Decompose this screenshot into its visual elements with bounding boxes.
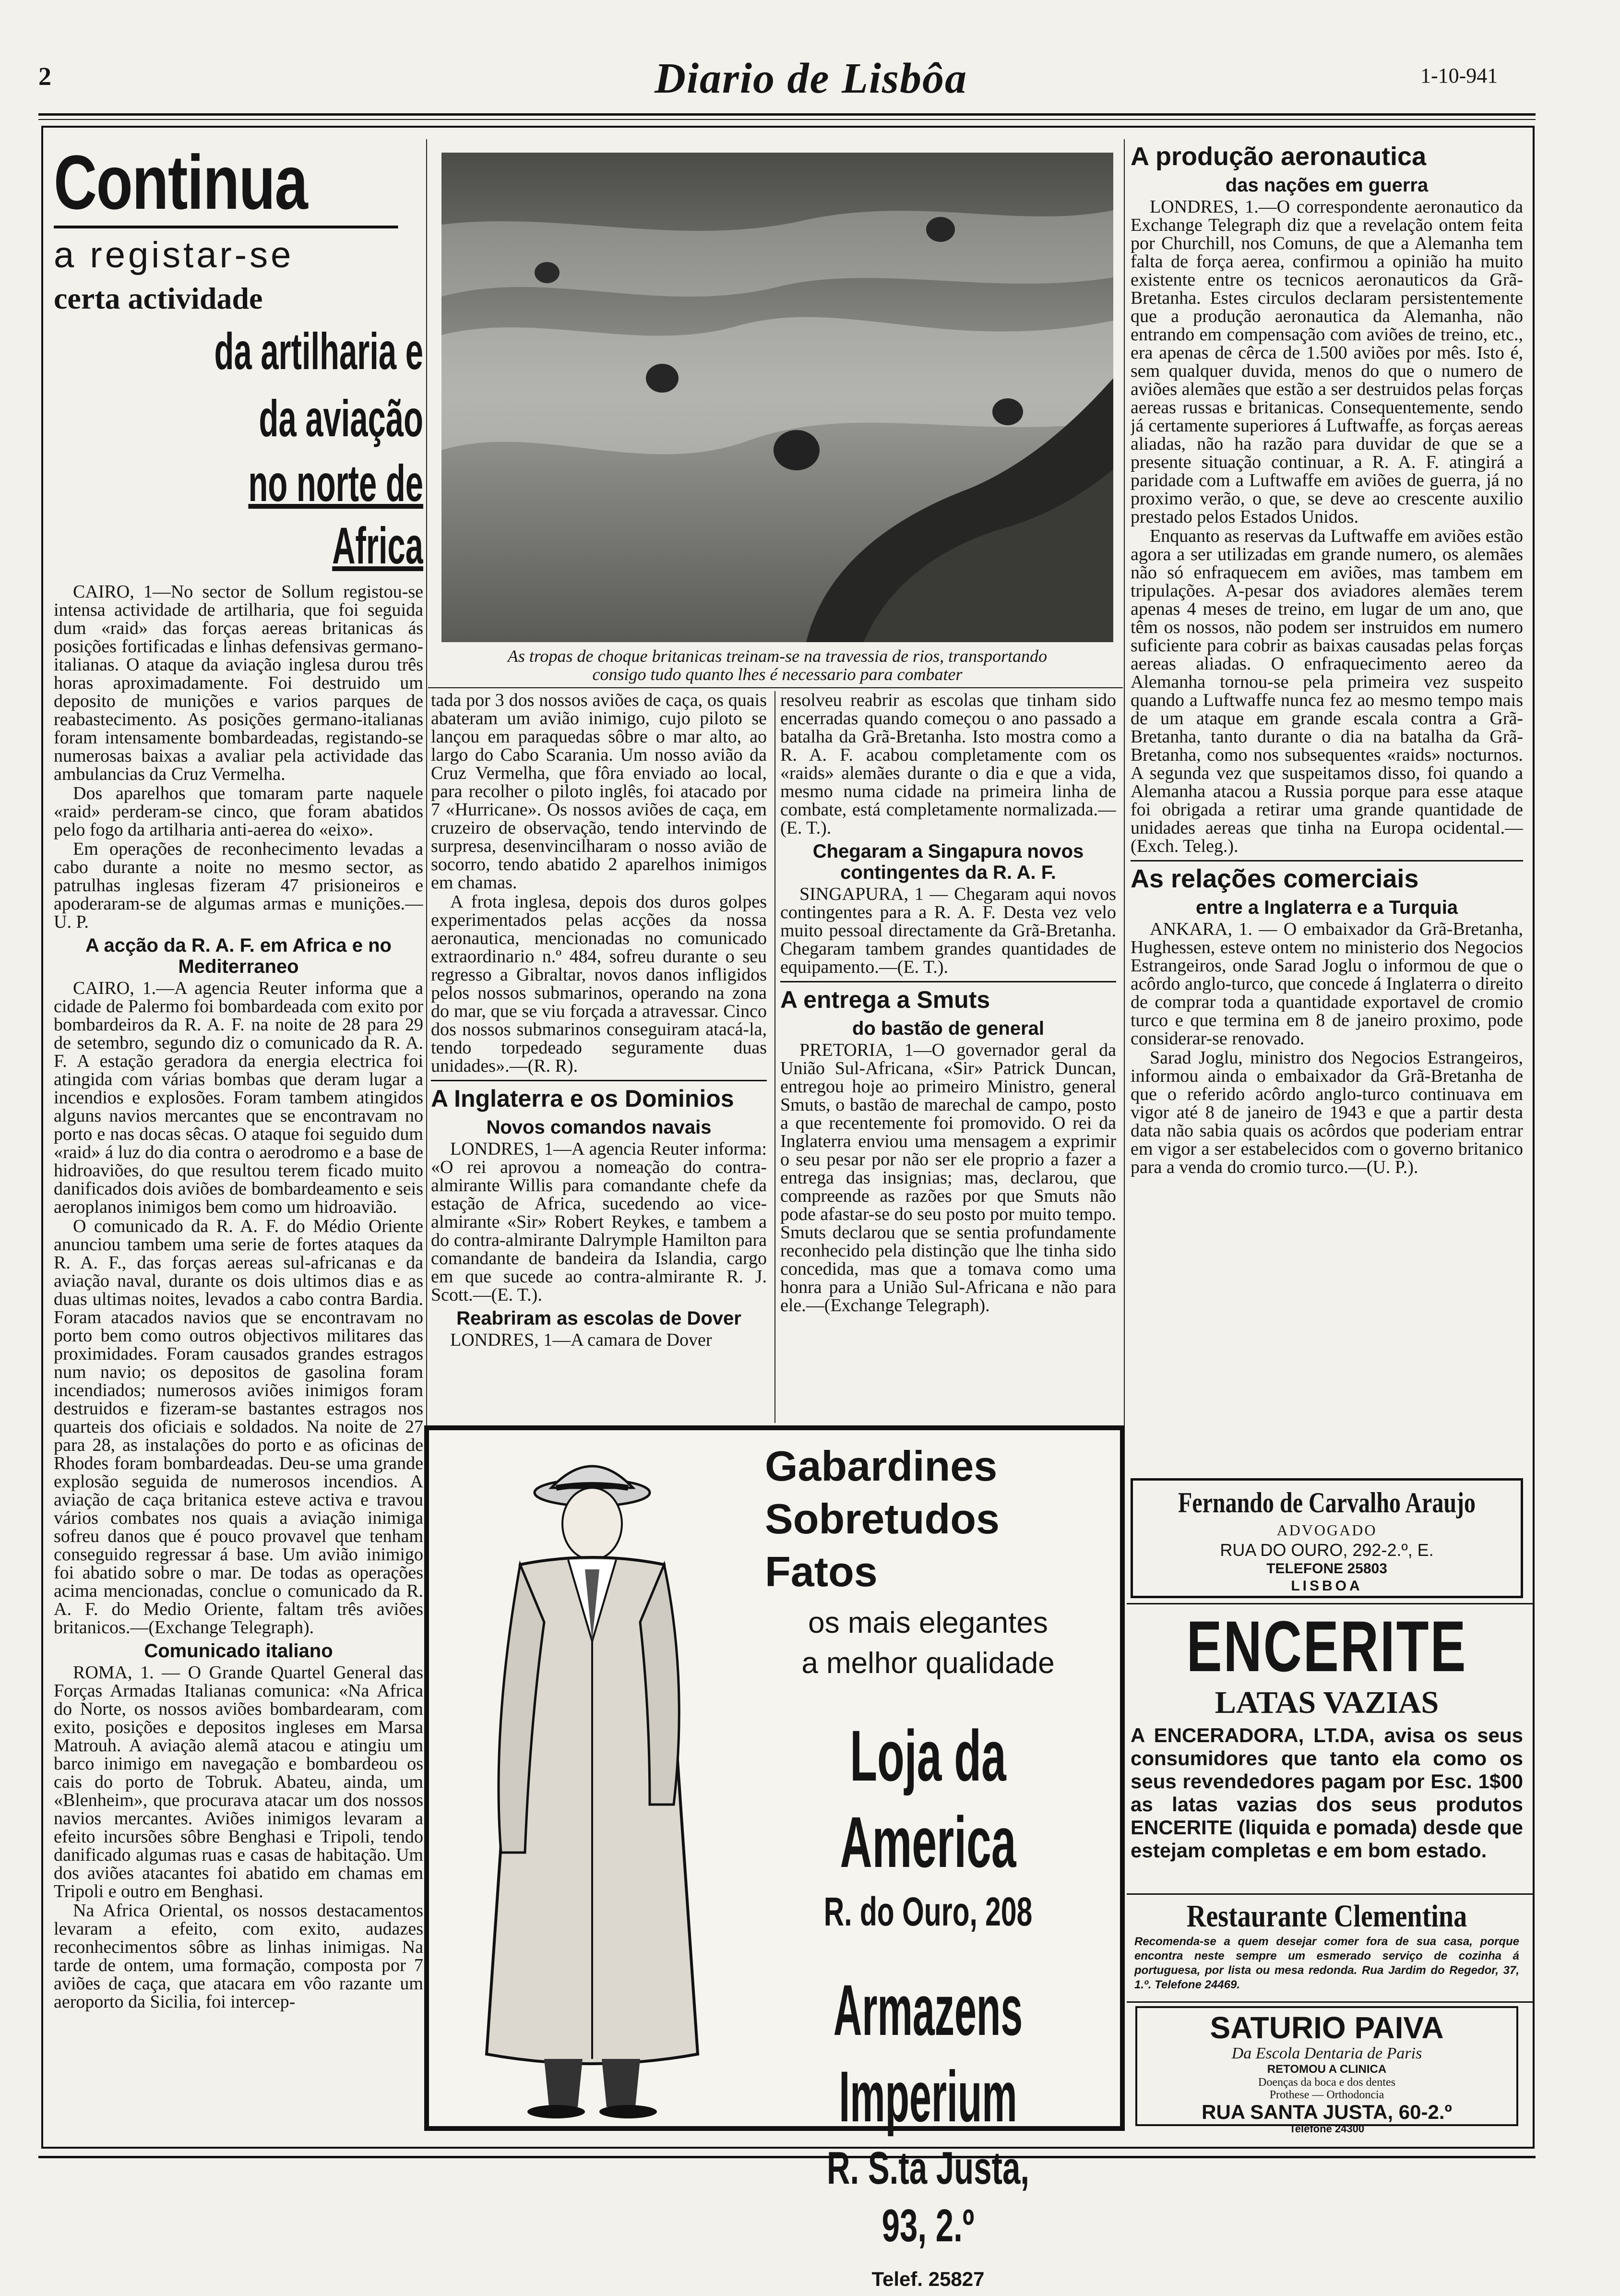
lawyer-address: RUA DO OURO, 292-2.º, E. — [1220, 1540, 1434, 1560]
ad-store-imperium-address: R. S.ta Justa, 93, 2.º — [826, 2142, 1029, 2251]
dentist-address: RUA SANTA JUSTA, 60-2.º — [1202, 2101, 1452, 2123]
ad-restaurant — [1131, 1898, 1523, 1999]
section-title-relacoes: As relações comerciais — [1131, 864, 1419, 893]
dentist-status: RETOMOU A CLINICA — [1267, 2063, 1387, 2076]
subhead-italiano: Comunicado italiano — [144, 1640, 333, 1662]
smuts-body — [780, 1041, 1116, 1315]
dentist-phone: Telefone 24300 — [1289, 2123, 1365, 2135]
subhead-comandos: Novos comandos navais — [486, 1117, 712, 1138]
section-title-producao: A produção aeronautica — [1131, 142, 1427, 171]
italiano-paragraph: ROMA, 1. — O Grande Quartel General das Forças Armadas Italianas comunica: «Na Africa do Norte, os nossos aviões bombardearam, com exito, posições e depositos ingleses em Marsa Matrouh. A aviação alemã atacou e atingiu um barco inimigo em navegação e bombardeou os cais do porto de Tobruk. Abateu, ainda, um «Blenheim», que procurava atacar um dos nossos navios mercantes. Aviões inimigos levaram a efeito incursões sôbre Benghasi e Tripoli, tendo danificado algumas ruas e casas de habitação. Um dos aviões atacantes foi abatido em chamas em Tripoli e outro em Benghasi. — [54, 1662, 423, 1901]
lawyer-role: ADVOGADO — [1276, 1521, 1377, 1539]
masthead-date: 1-10-941 — [1420, 64, 1498, 87]
encerite-tagline: LATAS VAZIAS — [1215, 1685, 1439, 1720]
lawyer-name: Fernando de Carvalho Araujo — [1178, 1487, 1476, 1519]
ad-dentist — [1135, 2006, 1518, 2135]
producao-body — [1131, 198, 1523, 855]
relacoes-paragraph: Sarad Joglu, ministro dos Negocios Estrangeiros, informou ainda o embaixador da Grã-Bretanha de que o referido acôrdo anglo-turco continuava em vigor até 8 de janeiro de 1943 e que a partir desta data não sabia quais os acôrdos que poderiam entrar em vigor a ser estabelecidos com o governo britanico para a venda do cromio turco.—(U. P.). — [1131, 1048, 1523, 1177]
section-rule — [431, 1080, 767, 1081]
singapura-body — [780, 885, 1116, 976]
middle-column-1 — [431, 691, 767, 1423]
ad-store-imperium: Armazens Imperium — [833, 1970, 1023, 2137]
ad-rule — [1127, 1603, 1535, 1604]
masthead-rule — [38, 113, 1536, 116]
dover-body — [431, 1331, 767, 1349]
subhead-nacoes: das nações em guerra — [1225, 175, 1429, 196]
lead-deck-1: a registar-se — [54, 235, 294, 275]
middle-column-2 — [780, 691, 1116, 1423]
lead-article — [54, 139, 423, 2131]
subhead-raf: A acção da R. A. F. em Africa e no Mediterraneo — [85, 935, 392, 977]
raf-paragraph: O comunicado da R. A. F. do Médio Oriente anunciou tambem uma serie de fortes ataques da R. A. F., das forças aereas sul-africanas e da aviação naval, durante os dois ultimos dias e as duas ultimas noites, levados a cabo contra Bardia. Foram atacados navios que se encontravam no porto bem como outros objectivos militares das proximidades. Foram causados grandes estragos num navio; os depositos de gasolina foram incendiados; numerosos aviões inimigos foram destruidos e fizeram-se bastantes estragos nos quarteis dos oficiais e soldados. Na noite de 27 para 28, as instalações do porto e as oficinas de Rhodes foram bombardeadas. Deu-se uma grande explosão seguida de numerosos incendios. A aviação de caça britanica esteve activa e travou vários combates nos quais a aviação inimiga sofreu danos que é pouco provavel que tenham conseguido regressar á base. Um avião inimigo foi abatido sobre o mar. De todas as operações acima mencionadas, conclue o comunicado da R. A. F. do Medio Oriente, faltam três aviões britanicos.—(Exchange Telegraph). — [54, 1216, 423, 1638]
subhead-turquia: entre a Inglaterra e a Turquia — [1195, 897, 1458, 918]
section-rule — [780, 981, 1116, 982]
article-paragraph: tada por 3 dos nossos aviões de caça, os quais abateram um avião inimigo, cujo piloto se lançou em paraquedas sôbre o mar alto, ao largo do Cabo Scarania. Um nosso avião da Cruz Vermelha, que fôra enviado ao local, para recolher o piloto inglês, foi atacado por 7 «Hurricane». Os nossos aviões de caça, em cruzeiro de observação, tendo intervindo de surpresa, desenvincilharam o nosso avião de socorro, tendo abatido 2 aparelhos inimigos em chamas. — [431, 691, 767, 893]
dentist-specialty-2: Prothese — Orthodoncia — [1269, 2089, 1384, 2101]
river-crossing-photo — [441, 153, 1113, 642]
lead-body — [54, 583, 423, 931]
column-rule — [774, 691, 775, 1423]
encerite-text: A ENCERADORA, LT.DA, avisa os seus consumidores que tanto ela como os seus revendedores pagam por Esc. 1$00 as latas vazias dos seus produtos ENCERITE (liquida e pomada) desde que estejam completas e em bom estado. — [1131, 1724, 1523, 1862]
ad-line-qualidade: a melhor qualidade — [801, 1647, 1055, 1680]
ad-lawyer — [1131, 1478, 1523, 1598]
section-title-smuts: A entrega a Smuts — [780, 986, 990, 1013]
lead-deck-2: certa actividade — [54, 281, 263, 315]
dentist-specialty-1: Doenças da boca e dos dentes — [1258, 2076, 1395, 2089]
bottom-rule — [38, 2156, 1536, 2158]
ad-line-elegantes: os mais elegantes — [808, 1606, 1048, 1639]
italiano-body — [54, 1663, 423, 2011]
ad-line-fatos: Fatos — [765, 1548, 878, 1595]
ad-line-sobretudos: Sobretudos — [765, 1495, 1000, 1543]
subhead-singapura: Chegaram a Singapura novos contingentes da R. A. F. — [812, 841, 1084, 883]
restaurant-name: Restaurante Clementina — [1186, 1899, 1467, 1934]
ad-encerite — [1131, 1608, 1523, 1896]
continued-article — [431, 691, 767, 1075]
dover-paragraph: LONDRES, 1—A camara de Dover — [450, 1330, 712, 1350]
right-column — [1131, 139, 1523, 1512]
masthead-rule-thin — [38, 119, 1536, 120]
ad-line-gabardines: Gabardines — [765, 1442, 998, 1490]
lead-paragraph: CAIRO, 1—No sector de Sollum registou-se intensa actividade de artilharia, que foi seguida dum «raid» das forças aereas britanicas ás posições fortificadas e linhas defensivas germano-italianas. O ataque da aviação inglesa durou três horas aproximadamente. Foi destruido um deposito de munições e varios parques de reabastecimento. As posições germano-italianas foram intensamente bombardeadas, registando-se numerosas baixas a avaliar pela actividade das ambulancias da Cruz Vermelha. — [54, 582, 423, 784]
comandos-body — [431, 1140, 767, 1304]
ad-clothing — [424, 1425, 1125, 2290]
comandos-paragraph: LONDRES, 1—A agencia Reuter informa: «O rei aprovou a nomeação do contra-almirante Willis para comandante chefe da estação de Africa, sucedendo ao vice-almirante «Sir» Robert Reykes, e tambem a do contra-almirante Dalrymple Hamilton para comandante de bandeira da Islandia, cargo em que sucede ao contra-almirante R. J. Scott.—(E. T.). — [431, 1139, 767, 1305]
masthead-title: Diario de Lisbôa — [655, 55, 967, 102]
news-photo — [441, 153, 1113, 642]
section-title-dominios: A Inglaterra e os Dominios — [431, 1085, 734, 1112]
lawyer-phone: TELEFONE 25803 — [1266, 1561, 1387, 1577]
subhead-dover: Reabriram as escolas de Dover — [456, 1308, 741, 1329]
photo-caption-line2: consigo tudo quanto lhes é necessario para combater — [592, 665, 963, 684]
man-in-overcoat-illustration — [448, 1440, 736, 2121]
lead-paragraph: Em operações de reconhecimento levadas a cabo durante a noite no mesmo sector, as patrulhas inglesas fizeram 47 prisioneiros e apoderaram-se de algumas armas e munições.—U. P. — [54, 839, 423, 932]
ad-rule — [1127, 1893, 1535, 1895]
italiano-paragraph: Na Africa Oriental, os nossos destacamentos levaram a efeito, com exito, audazes reconhecimentos sôbre as linhas inimigas. Na tarde de ontem, uma formação, composta por 7 aviões de caça, que atacara em vôo razante um aeroporto da Sicilia, foi intercep- — [54, 1901, 423, 2012]
dover-paragraph-cont: resolveu reabrir as escolas que tinham sido encerradas quando começou o ano passado a batalha da Grã-Bretanha. Isto mostra como a R. A. F. acabou completamente com os «raids» alemães durante o dia e que a vida, mesmo numa cidade na primeira linha de combate, está completamente normalizada.—(E. T.). — [780, 691, 1116, 838]
article-paragraph: A frota inglesa, depois dos duros golpes experimentados pelas acções da nossa aeronautica, mencionadas no comunicado extraordinario n.º 484, sofreu durante o seu regresso a Gibraltar, novos danos infligidos pelos nossos submarinos, operando na zona do mar, que se viu forçada a atravessar. Cinco dos nossos submarinos conseguiram atacá-la, tendo torpedeado seguramente duas unidades».—(R. R). — [431, 892, 767, 1076]
ad-store-loja-america: Loja da America — [840, 1715, 1016, 1882]
caption-rule — [428, 687, 1123, 688]
relacoes-body — [1131, 920, 1523, 1176]
raf-body — [54, 979, 423, 1637]
ad-clothing-text — [746, 1440, 1110, 2296]
photo-caption-line1: As tropas de choque britanicas treinam-se na travessia de rios, transportando — [507, 646, 1048, 666]
subhead-bastao: do bastão de general — [852, 1018, 1045, 1039]
ad-store-loja-address: R. do Ouro, 208 — [823, 1889, 1033, 1934]
dover-continued — [780, 691, 1116, 837]
lead-paragraph: Dos aparelhos que tomaram parte naquele «raid» perderam-se cinco, que foram abatidos pelo fogo da artilharia anti-aerea do «eixo». — [54, 783, 423, 840]
lead-deck-4: no norte de Africa — [248, 454, 423, 574]
photo-caption — [432, 647, 1123, 683]
page-number: 2 — [38, 62, 51, 91]
producao-paragraph: LONDRES, 1.—O correspondente aeronautico da Exchange Telegraph diz que a revelação ontem feita por Churchill, nos Comuns, de que a Alemanha tem falta de força aerea, confirmou a opinião ha muito existente entre os tecnicos aeronauticos da Grã-Bretanha. Estes circulos declaram persistentemente que a produção aeronautica da Alemanha, não entrando em compensação com aviões de treino, etc., era apenas de cêrca de 1.500 aviões por mês. Isto é, sem qualquer duvida, menos do que o numero de aviões alemães que estão a ser destruidos pelas forças aereas russas e britanicas. Consequentemente, sendo já certamente superiores á Luftwaffe, as forças aereas aliadas, não ha razão para duvidar de que se a presente situação continuar, a R. A. F. atingirá a paridade com a Luftwaffe em aviões de guerra, já no proximo verão, o que, se deve ao crescente auxilio prestado pelos Estados Unidos. — [1131, 197, 1523, 527]
lawyer-city: LISBOA — [1291, 1578, 1363, 1594]
encerite-brand: ENCERITE — [1186, 1608, 1467, 1686]
smuts-paragraph: PRETORIA, 1—O governador geral da União Sul-Africana, «Sir» Patrick Duncan, entregou hoje ao primeiro Ministro, general Smuts, o bastão de marechal de campo, posto a que recentemente foi promovido. O rei da Inglaterra enviou uma mensagem a exprimir o seu pesar por não ser ele proprio a fazer a entrega das insignias; mas, declarou, que compreende as razões por que Smuts não pode afastar-se do seu posto por muito tempo. Smuts declarou que se sentia profundamente reconhecido pela distinção que lhe tinha sido concedida, mas que a tomava como uma honra para a União Sul-Africana e não para ele.—(Exchange Telegraph). — [780, 1040, 1116, 1315]
lead-headline: Continua — [54, 139, 398, 228]
producao-paragraph: Enquanto as reservas da Luftwaffe em aviões estão agora a ser utilizadas em grande numero, os alemães não só enfraquecem em aviões, mas tambem em tripulações. A-pesar dos aviadores alemães terem apenas 4 meses de treino, em lugar de um ano, que têm os nossos, não podem ser instruidos em numero suficiente para cobrir as baixas causadas pelas forças aereas aliadas. O enfraquecimento aereo da Alemanha tornou-se pela primeira vez suspeito quando a Luftwaffe nunca fez ao mesmo tempo mais de um ataque em grande escala contra a Grã-Bretanha, tanto durante o dia na batalha da Grã-Bretanha, como nos subsequentes «raids» nocturnos. A segunda vez que suspeitamos disso, foi quando a Alemanha atacou a Russia porque para esse ataque foi obrigada a retirar uma grande quantidade de unidades aereas que tinha na Europa ocidental.—(Exch. Teleg.). — [1131, 526, 1523, 856]
lead-deck-3: da artilharia e da aviação — [214, 322, 423, 447]
raf-paragraph: CAIRO, 1.—A agencia Reuter informa que a cidade de Palermo foi bombardeada com exito por bombardeiros da R. A. F. na noite de 28 para 29 de setembro, segundo diz o comunicado da R. A. F. A estação geradora da energia electrica foi atingida com várias bombas que deram lugar a incendios e explosões. Foram tambem atingidos alguns navios mercantes que se encontravam no porto e nas docas sêcas. O ataque foi seguido dum «raid» á luz do dia contra o aerodromo e a base de hidroaviões, do que resultou terem ficado muito danificados dois aviões de bombardeamento e seis aeroplanos inimigos bem como um hidroavião. — [54, 978, 423, 1217]
dentist-school: Da Escola Dentaria de Paris — [1231, 2045, 1422, 2062]
singapura-paragraph: SINGAPURA, 1 — Chegaram aqui novos contingentes para a R. A. F. Desta vez velo muito pessoal directamente da Grã-Bretanha. Chegaram tambem grandes quantidades de equipamento.—(E. T.). — [780, 884, 1116, 977]
relacoes-paragraph: ANKARA, 1. — O embaixador da Grã-Bretanha, Hughessen, esteve ontem no ministerio dos Negocios Estrangeiros, onde Sarad Joglu o informou de que o acôrdo anglo-turco, que concede á Inglaterra o direito de comprar toda a quantidade exportavel de cromio turco e que termina em 8 de janeiro proximo, pode considerar-se renovado. — [1131, 919, 1523, 1049]
section-rule — [1131, 860, 1523, 861]
dentist-name: SATURIO PAIVA — [1210, 2010, 1444, 2045]
ad-phone: Telef. 25827 — [871, 2268, 985, 2290]
column-rule — [1124, 139, 1125, 1521]
ad-rule — [1127, 2001, 1535, 2003]
restaurant-text: Recomenda-se a quem desejar comer fora de sua casa, porque encontra neste sempre um esmerado serviço de cozinha á portuguesa, por lista ou mesa redonda. Rua Jardim do Regedor, 37, 1.º. Telefone 24469. — [1134, 1935, 1519, 1991]
